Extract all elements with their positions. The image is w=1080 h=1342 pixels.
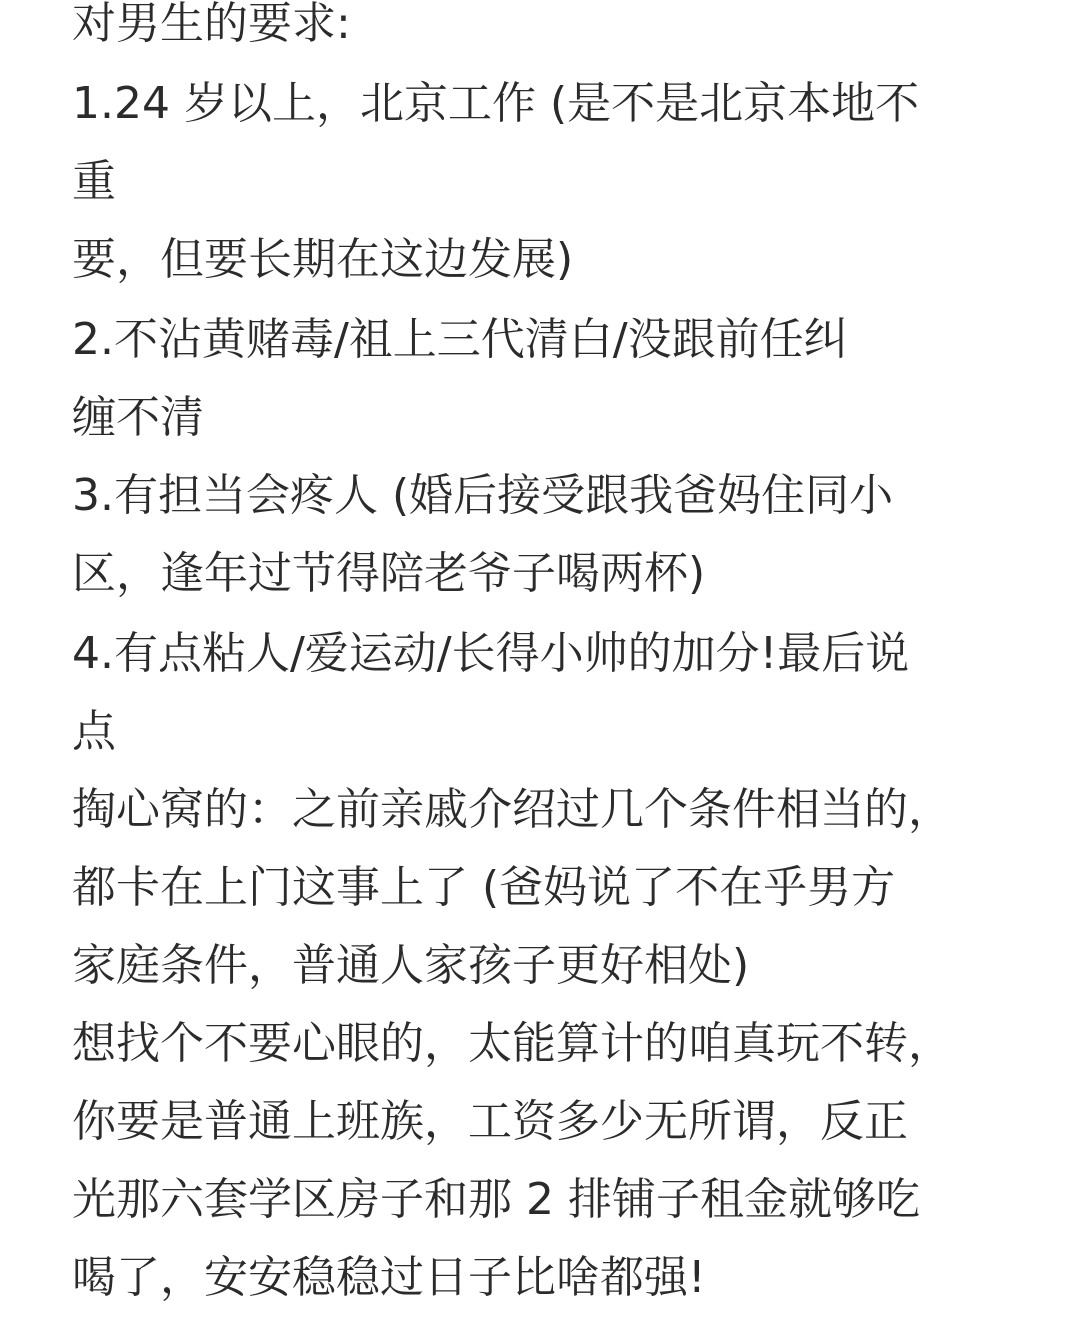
text-line: 区，逢年过节得陪老爷子喝两杯) [72, 548, 706, 599]
text-line: 点 [72, 706, 116, 757]
text-line: 家庭条件，普通人家孩子更好相处) [72, 940, 750, 991]
text-line: 光那六套学区房子和那 2 排铺子租金就够吃 [72, 1174, 920, 1225]
text-line: 对男生的要求: [72, 0, 351, 49]
text-line: 缠不清 [72, 392, 204, 443]
text-line: 喝了，安安稳稳过日子比啥都强! [72, 1252, 706, 1303]
text-line: 重 [72, 156, 116, 207]
text-line: 4.有点粘人/爱运动/长得小帅的加分!最后说 [72, 628, 910, 679]
text-line: 你要是普通上班族，工资多少无所谓，反正 [72, 1096, 908, 1147]
text-line: 都卡在上门这事上了 (爸妈说了不在乎男方 [72, 862, 896, 913]
text-line: 想找个不要心眼的，太能算计的咱真玩不转， [72, 1018, 952, 1069]
text-line: 1.24 岁以上，北京工作 (是不是北京本地不 [72, 78, 920, 129]
text-line: 要，但要长期在这边发展) [72, 234, 574, 285]
text-line: 2.不沾黄赌毒/祖上三代清白/没跟前任纠 [72, 314, 848, 365]
text-line: 掏心窝的：之前亲戚介绍过几个条件相当的， [72, 784, 952, 835]
text-line: 3.有担当会疼人 (婚后接受跟我爸妈住同小 [72, 470, 894, 521]
